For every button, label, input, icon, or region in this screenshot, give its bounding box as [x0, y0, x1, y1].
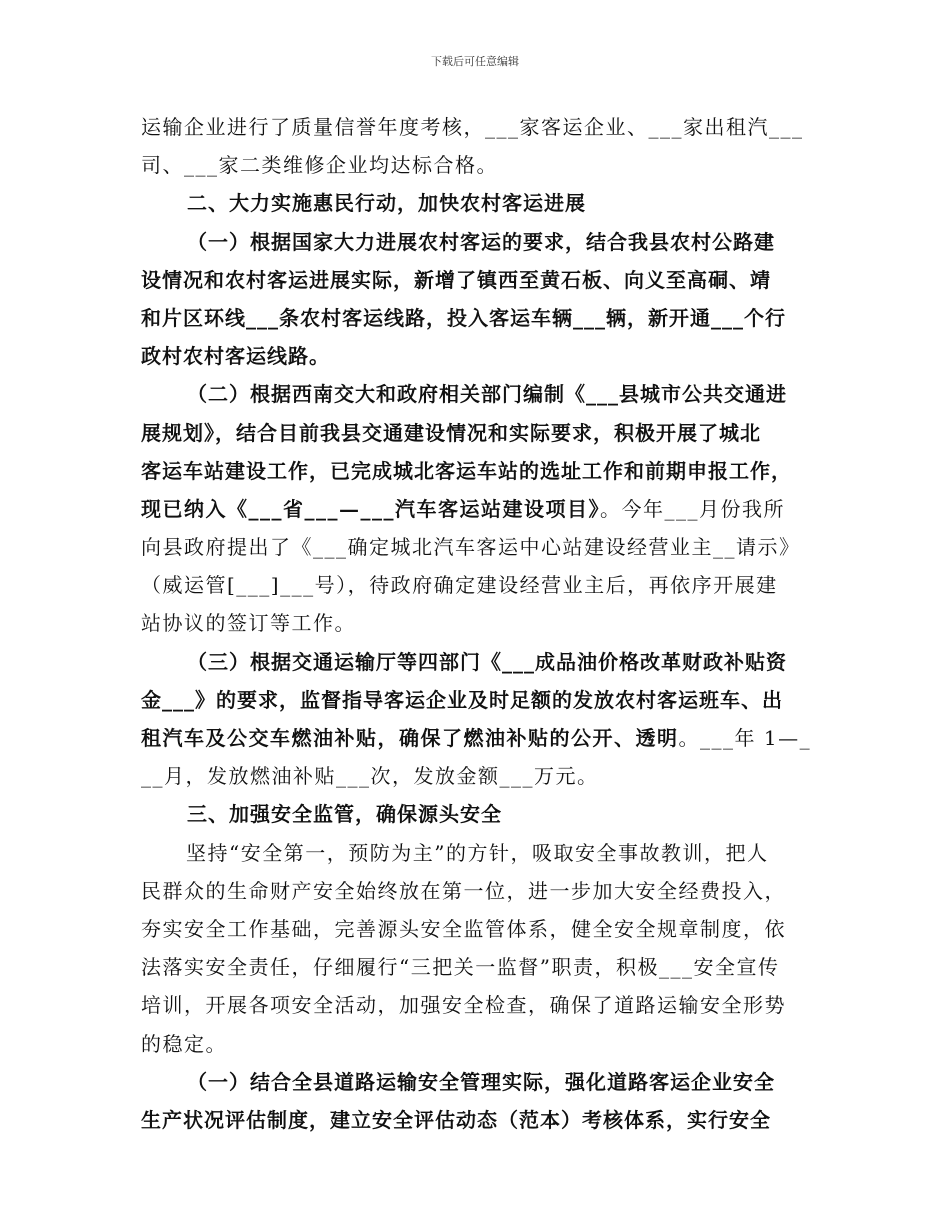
text-line: （二）根据西南交大和政府相关部门编制《___县城市公共交通进 [187, 382, 787, 407]
text-line: 生产状况评估制度，建立安全评估动态（范本）考核体系，实行安全 [141, 1107, 771, 1132]
text-line: 和片区环线___条农村客运线路，投入客运车辆___辆，新开通___个行 [141, 305, 786, 330]
text-line: 三、加强安全监管，确保源头安全 [187, 802, 502, 827]
text-line: 政村农村客运线路。 [141, 344, 330, 369]
text-line: 运输企业进行了质量信誉年度考核，___家客运企业、___家出租汽___ [141, 115, 804, 139]
text-line: （一）根据国家大力进展农村客运的要求，结合我县农村公路建 [187, 229, 775, 254]
text-line: 现已纳入《___省___—___汽车客运站建设项目》。今年___月份我所 [141, 496, 785, 521]
text-line: 民群众的生命财产安全始终放在第一位，进一步加大安全经费投入， [141, 878, 786, 903]
text-line: （威运管[___]___号），待政府确定建设经营业主后，再依序开展建 [141, 573, 778, 598]
text-line: 夯实安全工作基础，完善源头安全监管体系，健全安全规章制度，依 [141, 916, 786, 941]
document-body [141, 108, 813, 1139]
text-line: 的稳定。 [141, 1031, 227, 1056]
text-line: 展规划》，结合目前我县交通建设情况和实际要求，积极开展了城北 [141, 420, 761, 445]
text-line: 向县政府提出了《___确定城北汽车客运中心站建设经营业主__请示》 [141, 535, 801, 560]
text-line: __月，发放燃油补贴___次，发放金额___万元。 [141, 764, 599, 789]
text-line: 司、___家二类维修企业均达标合格。 [141, 153, 498, 178]
text-line: 二、大力实施惠民行动，加快农村客运进展 [187, 191, 586, 216]
text-line: 客运车站建设工作，已完成城北客运车站的选址工作和前期申报工作， [141, 458, 792, 483]
text-line: 法落实安全责任，仔细履行“三把关一监督”职责，积极___安全宣传 [141, 955, 780, 980]
text-line: 坚持“安全第一，预防为主”的方针，吸取安全事故教训，把人 [186, 840, 769, 865]
text-line: 设情况和农村客运进展实际，新增了镇西至黄石板、向义至高硐、靖 [141, 267, 771, 292]
text-line: 金___》的要求，监督指导客运企业及时足额的发放农村客运班车、出 [141, 687, 783, 712]
text-line: 站协议的签订等工作。 [141, 611, 356, 636]
page-header: 下载后可任意编辑 [431, 55, 519, 68]
text-line: （三）根据交通运输厅等四部门《___成品油价格改革财政补贴资 [187, 649, 787, 674]
text-line: 租汽车及公交车燃油补贴，确保了燃油补贴的公开、透明。___年 1—_ [141, 726, 812, 750]
text-line: （一）结合全县道路运输安全管理实际，强化道路客运企业安全 [187, 1069, 775, 1094]
text-line: 培训，开展各项安全活动，加强安全检查，确保了道路运输安全形势 [141, 993, 786, 1018]
